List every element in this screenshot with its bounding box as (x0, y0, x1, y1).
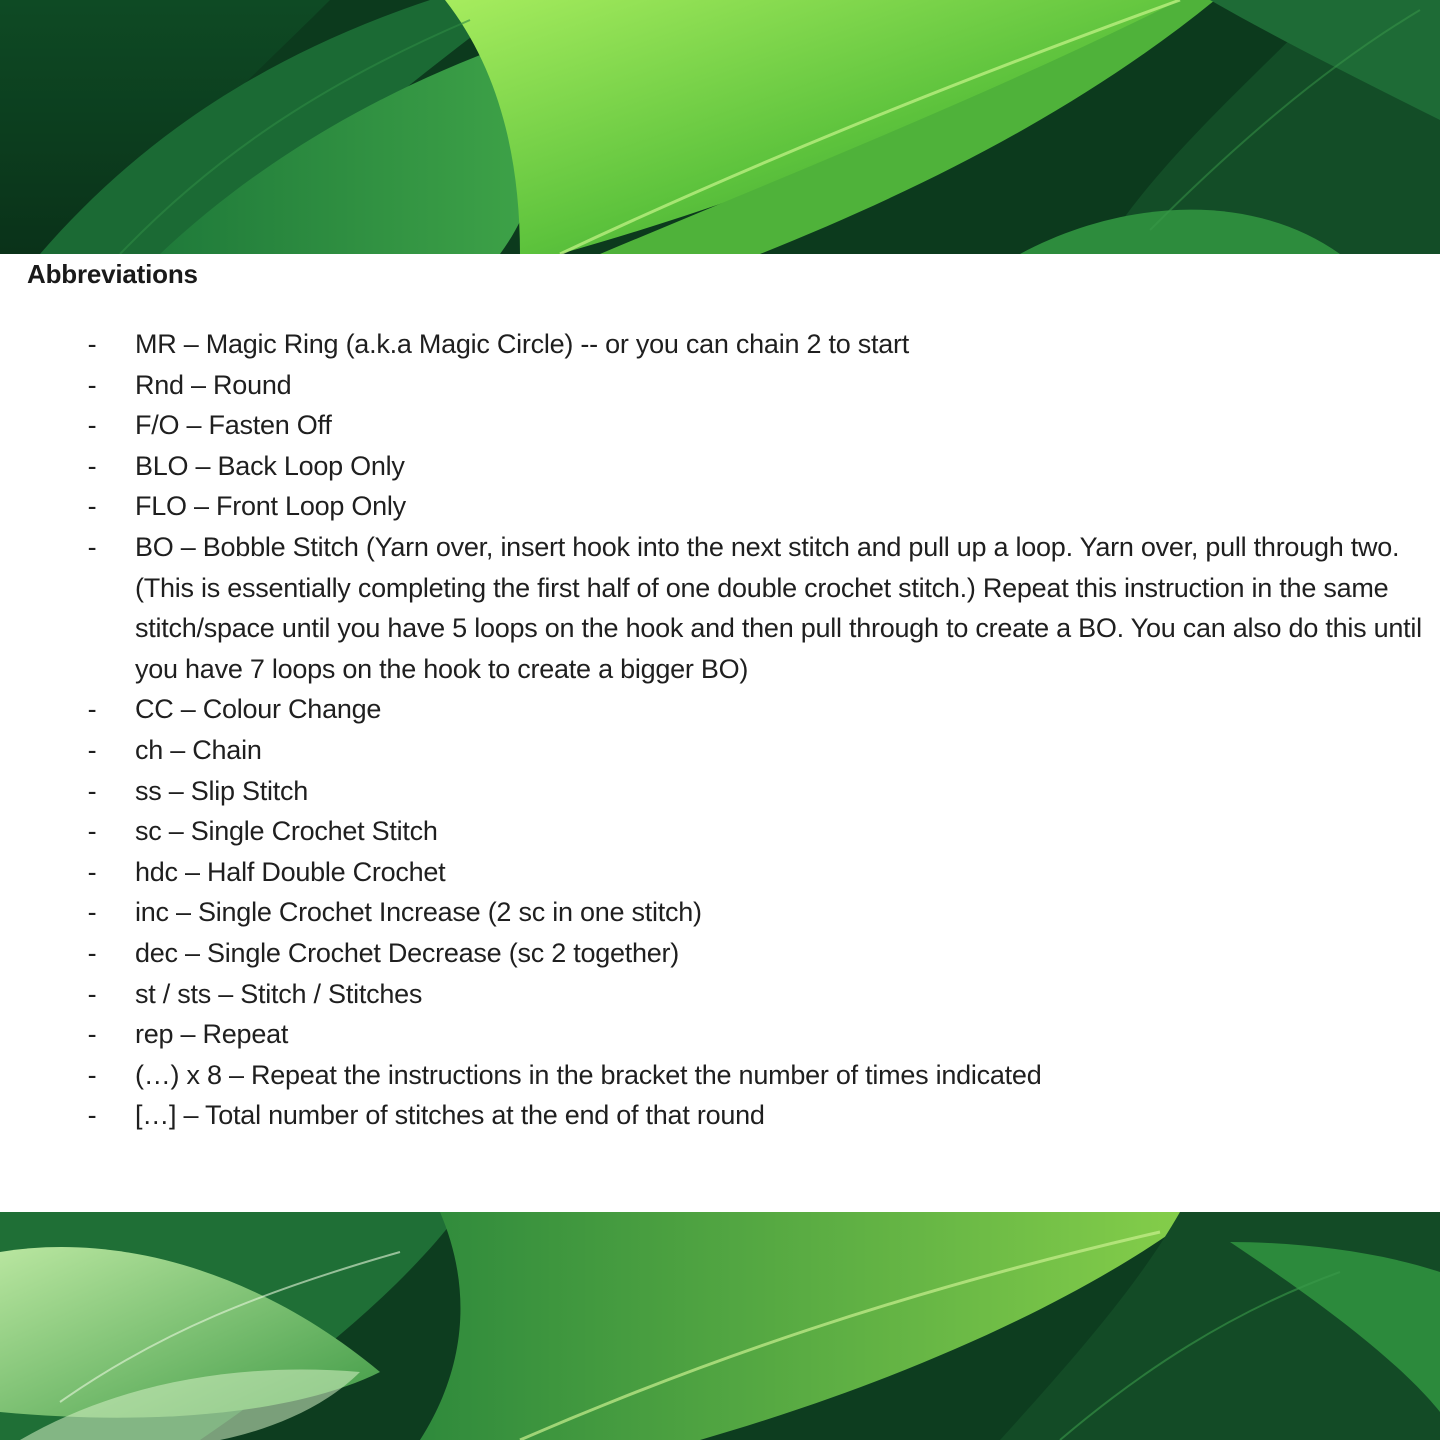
list-bullet: - (87, 1059, 97, 1090)
list-item (0, 1055, 1440, 1096)
list-bullet: - (87, 694, 97, 725)
leaf-photo-top (0, 0, 1440, 254)
list-bullet: - (87, 856, 97, 887)
list-bullet: - (87, 1100, 97, 1131)
list-item (0, 527, 1440, 689)
list-item (0, 974, 1440, 1015)
list-bullet: - (87, 816, 97, 847)
list-item-text: (…) x 8 – Repeat the instructions in the bracket the number of times indicated (135, 1059, 1042, 1090)
list-item (0, 365, 1440, 406)
list-item-text: rep – Repeat (135, 1019, 289, 1050)
list-item-text: Rnd – Round (135, 369, 292, 400)
list-item (0, 324, 1440, 365)
list-item-text: hdc – Half Double Crochet (135, 856, 446, 887)
list-item (0, 933, 1440, 974)
list-bullet: - (87, 897, 97, 928)
list-item (0, 689, 1440, 730)
list-item-text: FLO – Front Loop Only (135, 491, 406, 522)
abbreviations-heading: Abbreviations (27, 259, 198, 289)
list-bullet: - (87, 329, 97, 359)
abbreviations-list (0, 324, 1440, 1136)
list-bullet: - (87, 531, 97, 562)
list-item-text: BLO – Back Loop Only (135, 450, 405, 481)
list-item (0, 892, 1440, 933)
list-item-text: inc – Single Crochet Increase (2 sc in one stitch) (135, 897, 702, 928)
leaf-banner-bottom (0, 1212, 1440, 1440)
list-item (0, 771, 1440, 812)
list-item-text: st / sts – Stitch / Stitches (135, 978, 423, 1009)
list-item-text: CC – Colour Change (135, 694, 382, 725)
list-bullet: - (87, 491, 97, 522)
list-item (0, 852, 1440, 893)
list-item (0, 486, 1440, 527)
list-item (0, 811, 1440, 852)
abbreviations-document (0, 254, 1440, 1212)
list-bullet: - (87, 775, 97, 806)
list-item (0, 1014, 1440, 1055)
leaf-banner-top (0, 0, 1440, 254)
list-item-text: F/O – Fasten Off (135, 410, 332, 441)
list-bullet: - (87, 1019, 97, 1050)
list-item (0, 1095, 1440, 1136)
list-item (0, 405, 1440, 446)
list-item (0, 446, 1440, 487)
leaf-photo-bottom (0, 1212, 1440, 1440)
list-bullet: - (87, 369, 97, 400)
list-bullet: - (87, 734, 97, 765)
list-item-text: BO – Bobble Stitch (Yarn over, insert hook into the next stitch and pull up a loop. Yarn over, pull through two. (This is essentially completing the first half of one double crochet stitch.) Repeat this instruction in the same stitch/space until you have 5 loops on the hook and then pull through to create a BO. You can also do this until you have 7 loops on the hook to create a bigger BO) (135, 531, 1422, 684)
list-bullet: - (87, 450, 97, 481)
list-item-text: […] – Total number of stitches at the end of that round (135, 1100, 765, 1131)
list-bullet: - (87, 410, 97, 441)
list-bullet: - (87, 937, 97, 968)
list-item-text: MR – Magic Ring (a.k.a Magic Circle) -- or you can chain 2 to start (135, 329, 910, 359)
list-item (0, 730, 1440, 771)
list-bullet: - (87, 978, 97, 1009)
list-item-text: ss – Slip Stitch (135, 775, 309, 806)
list-item-text: ch – Chain (135, 734, 262, 765)
list-item-text: dec – Single Crochet Decrease (sc 2 together) (135, 937, 680, 968)
list-item-text: sc – Single Crochet Stitch (135, 816, 438, 847)
